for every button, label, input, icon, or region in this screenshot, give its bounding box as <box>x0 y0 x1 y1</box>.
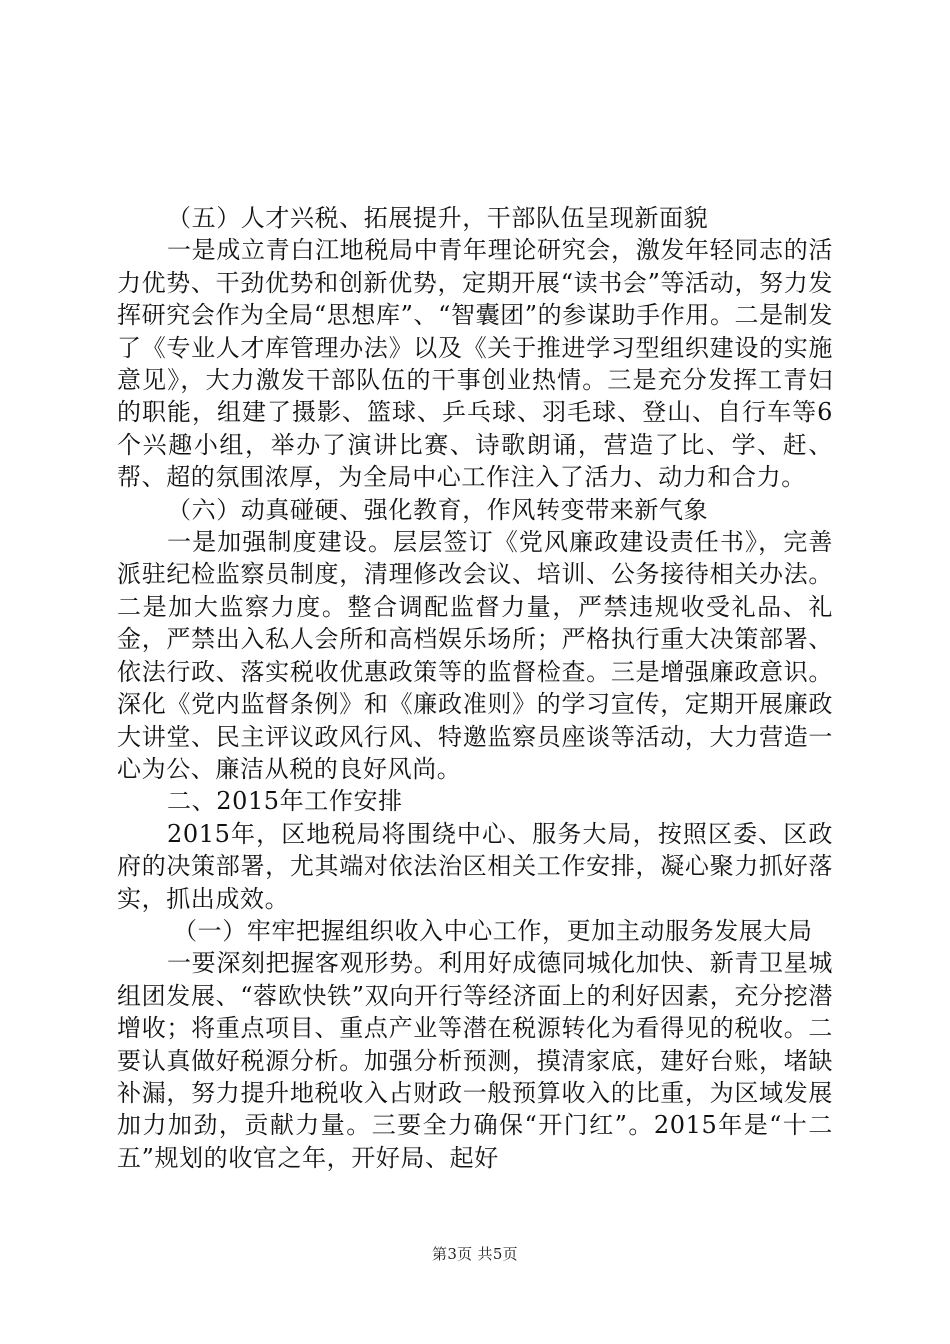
document-body <box>117 202 833 1174</box>
section-heading-five: （五）人才兴税、拓展提升，干部队伍呈现新面貌 <box>167 204 709 232</box>
section-heading-one: （一）牢牢把握组织收入中心工作，更加主动服务发展大局 <box>173 916 813 945</box>
section-heading-2015-plan: 二、2015年工作安排 <box>167 787 403 816</box>
paragraph-2015-intro: 2015年，区地税局将围绕中心、服务大局，按照区委、区政府的决策部署，尤其端对依法治区相关工作安排，凝心聚力抓好落实，抓出成效。 <box>117 819 833 913</box>
paragraph-talent: 一是成立青白江地税局中青年理论研究会，激发年轻同志的活力优势、干劲优势和创新优势，定期开展“读书会”等活动，努力发挥研究会作为全局“思想库”、“智囊团”的参谋助手作用。二是制发了《专业人才库管理办法》以及《关于推进学习型组织建设的实施意见》，大力激发干部队伍的干事创业热情。三是充分发挥工青妇的职能，组建了摄影、篮球、乒乓球、羽毛球、登山、自行车等6个兴趣小组，举办了演讲比赛、诗歌朗诵，营造了比、学、赶、帮、超的氛围浓厚，为全局中心工作注入了活力、动力和合力。 <box>117 236 833 492</box>
page-number-footer: 第3页 共5页 <box>432 1245 518 1263</box>
paragraph-conduct: 一是加强制度建设。层层签订《党风廉政建设责任书》，完善派驻纪检监察员制度，清理修改会议、培训、公务接待相关办法。二是加大监察力度。整合调配监督力量，严禁违规收受礼品、礼金，严禁出入私人会所和高档娱乐场所；严格执行重大决策部署、依法行政、落实税收优惠政策等的监督检查。三是增强廉政意识。深化《党内监督条例》和《廉政准则》的学习宣传，定期开展廉政大讲堂、民主评议政风行风、特邀监察员座谈等活动，大力营造一心为公、廉洁从税的良好风尚。 <box>117 528 833 783</box>
paragraph-revenue: 一要深刻把握客观形势。利用好成德同城化加快、新青卫星城组团发展、“蓉欧快铁”双向开行等经济面上的利好因素，充分挖潜增收；将重点项目、重点产业等潜在税源转化为看得见的税收。二要认真做好税源分析。加强分析预测，摸清家底，建好台账，堵缺补漏，努力提升地税收入占财政一般预算收入的比重，为区域发展加力加劲，贡献力量。三要全力确保“开门红”。2015年是“十二五”规划的收官之年，开好局、起好 <box>117 949 833 1172</box>
section-heading-six: （六）动真碰硬、强化教育，作风转变带来新气象 <box>167 495 709 524</box>
